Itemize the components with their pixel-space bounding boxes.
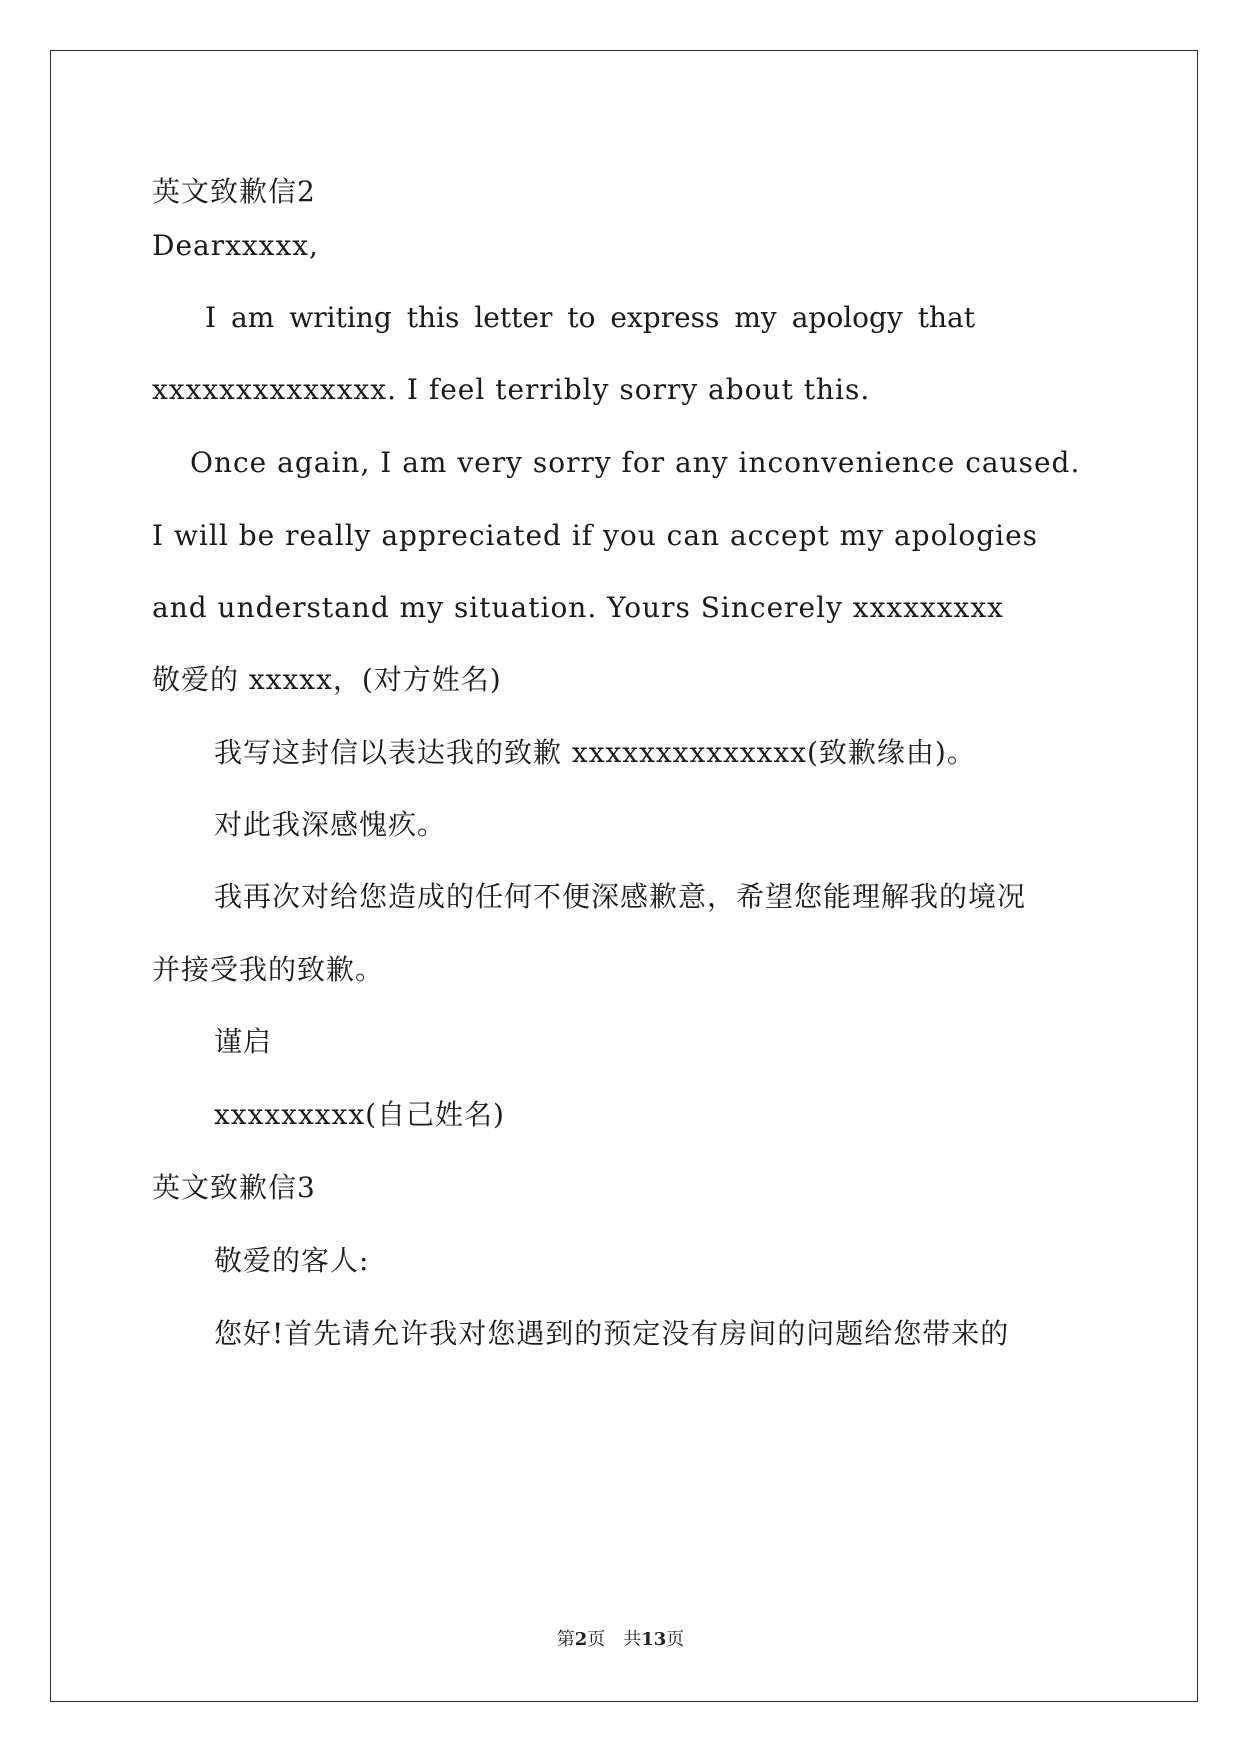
word: writing xyxy=(289,301,392,334)
section-heading: 英文致歉信3 xyxy=(152,1171,316,1204)
body-line-cn: 您好!首先请允许我对您遇到的预定没有房间的问题给您带来的 xyxy=(214,1317,1010,1350)
total-pages: 13 xyxy=(641,1629,667,1650)
word: my xyxy=(734,301,777,334)
word: that xyxy=(917,301,975,334)
salutation-cn: 敬爱的 xxxxx，(对方姓名) xyxy=(152,663,502,696)
footer-page-suffix: 页 xyxy=(587,1629,606,1650)
salutation-en: Dearxxxxx, xyxy=(152,229,319,262)
page-footer xyxy=(0,1628,1241,1652)
body-line-cn: 并接受我的致歉。 xyxy=(152,953,385,986)
word: letter xyxy=(474,301,553,334)
body-line-en: Once again, I am very sorry for any inconvenience caused. xyxy=(190,446,1081,479)
body-line-en xyxy=(205,298,975,338)
body-line-cn: 对此我深感愧疚。 xyxy=(214,808,447,841)
word: apology xyxy=(791,301,903,334)
page-number: 2 xyxy=(574,1629,588,1650)
signature: xxxxxxxxx(自己姓名) xyxy=(214,1098,505,1131)
body-line-en: I will be really appreciated if you can accept my apologies xyxy=(152,519,1039,552)
word: I xyxy=(205,301,217,334)
footer-total-prefix: 共 xyxy=(623,1629,642,1650)
word: this xyxy=(406,301,460,334)
body-line-cn: 我再次对给您造成的任何不便深感歉意，希望您能理解我的境况 xyxy=(214,880,1027,913)
body-line-en: xxxxxxxxxxxxxx. I feel terribly sorry about this. xyxy=(152,373,871,406)
body-line-cn: 我写这封信以表达我的致歉 xxxxxxxxxxxxxx(致歉缘由)。 xyxy=(214,736,976,769)
salutation-cn: 敬爱的客人: xyxy=(214,1244,370,1277)
footer-prefix: 第 xyxy=(556,1629,575,1650)
section-heading: 英文致歉信2 xyxy=(152,175,316,208)
body-line-en: and understand my situation. Yours Sincerely xxxxxxxxx xyxy=(152,591,1004,624)
footer-total-suffix: 页 xyxy=(666,1629,685,1650)
word: to xyxy=(567,301,596,334)
word: express xyxy=(610,301,720,334)
closing: 谨启 xyxy=(214,1025,273,1058)
word: am xyxy=(231,301,275,334)
